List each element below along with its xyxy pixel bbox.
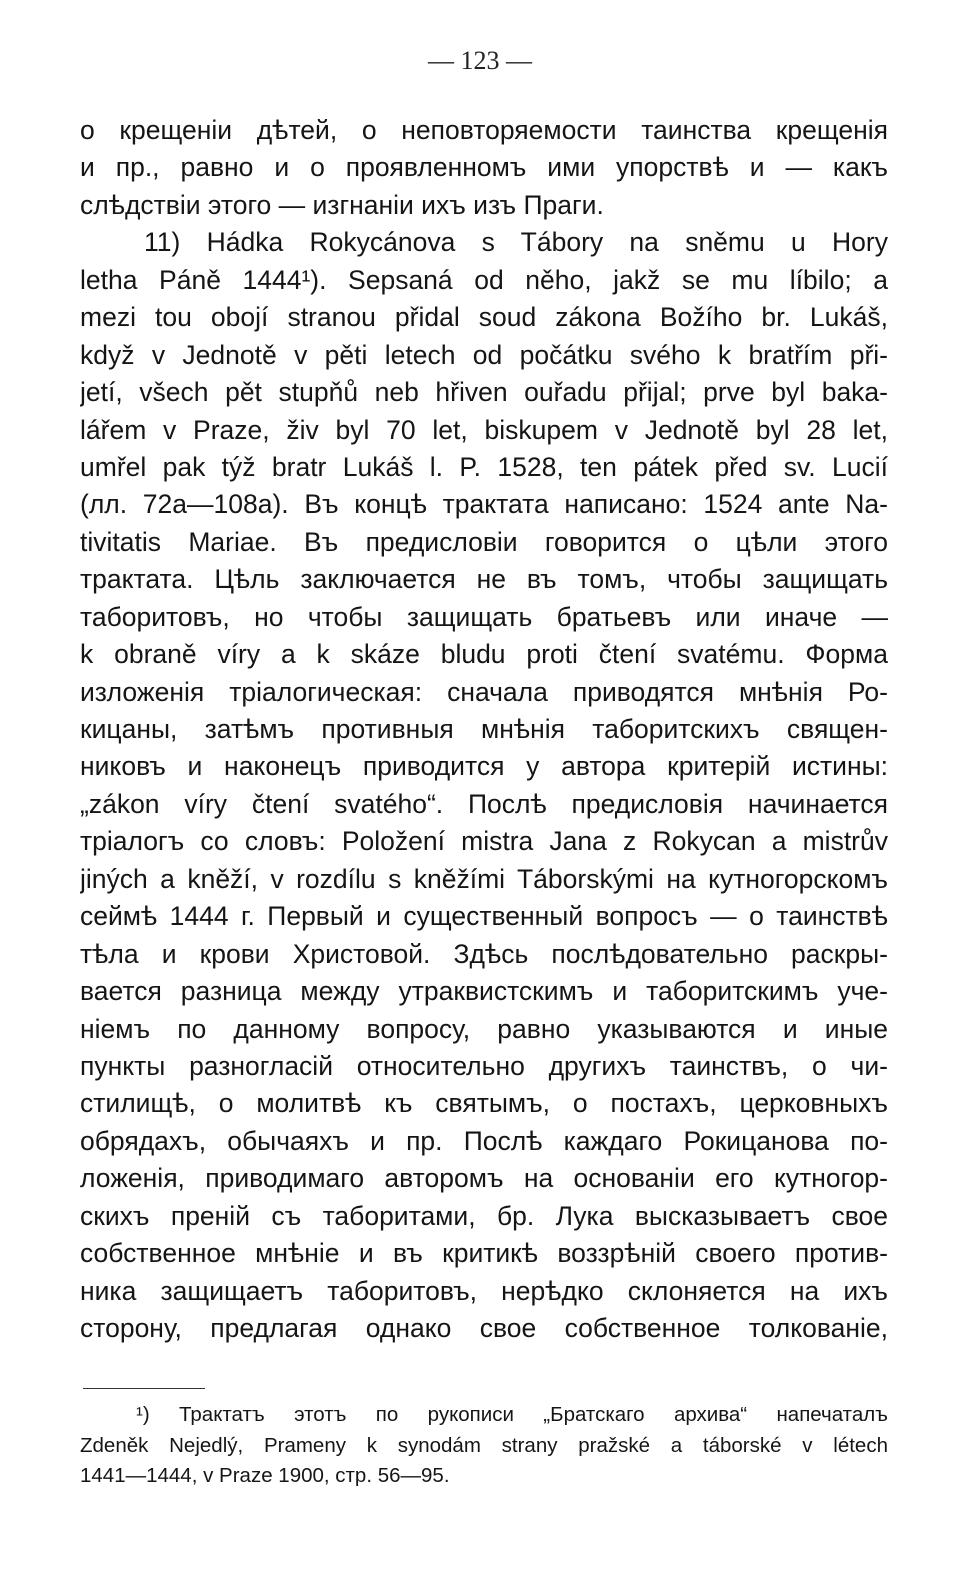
text-line: k obraně víry a k skáze bludu proti čtení svatému. Форма [80, 639, 888, 670]
text-line: ника защищаетъ таборитовъ, нерѣдко склоняется на ихъ [80, 1275, 888, 1306]
text-line: lářem v Praze, živ byl 70 let, biskupem v Jednotě byl 28 let, [80, 414, 888, 445]
text-line: таборитовъ, но чтобы защищать братьевъ или иначе — [80, 601, 888, 632]
text-line: изложенія тріалогическая: сначала приводятся мнѣнія Ро- [80, 676, 888, 707]
text-line: собственное мнѣніе и въ критикѣ воззрѣній своего против- [80, 1238, 888, 1269]
text-line: и пр., равно и о проявленномъ ими упорствѣ и — какъ [80, 152, 888, 183]
text-line: сеймѣ 1444 г. Первый и существенный вопросъ — о таинствѣ [80, 901, 888, 932]
page-number: — 123 — [428, 46, 532, 75]
text-line: jiných a kněží, v rozdílu s kněžími Táborskými на кутногорскомъ [80, 863, 888, 894]
text-line: když v Jednotě v pěti letech od počátku svého k bratřím při- [80, 339, 888, 370]
footnotes [80, 1400, 888, 1492]
footnote-divider [83, 1388, 205, 1389]
text-line: о крещеніи дѣтей, о неповторяемости таинства крещенія [80, 115, 888, 145]
text-line: tivitatis Mariae. Въ предисловіи говорится о цѣли этого [80, 526, 888, 557]
text-line: ніемъ по данному вопросу, равно указываются и иные [80, 1013, 888, 1044]
text-line: стилищѣ, о молитвѣ къ святымъ, о постахъ, церковныхъ [80, 1088, 888, 1119]
text-line: никовъ и наконецъ приводится у автора критерій истины: [80, 751, 888, 782]
text-line: тріалогъ со словъ: Položení mistra Jana z Rokycan a mistrův [80, 826, 888, 857]
text-line: скихъ преній съ таборитами, бр. Лука высказываетъ свое [80, 1200, 888, 1231]
text-line: пункты разногласій относительно другихъ таинствъ, о чи- [80, 1050, 888, 1081]
text-line: 11) Hádka Rokycánova s Tábory na sněmu u Hory [144, 227, 888, 258]
footnote-line: ¹) Трактатъ этотъ по рукописи „Братскаго архива“ напечаталъ [136, 1403, 888, 1426]
footnote-line: 1441—1444, v Praze 1900, стр. 56—95. [80, 1464, 450, 1487]
text-line: кицаны, затѣмъ противныя мнѣнія таборитскихъ священ- [80, 714, 888, 744]
text-line: mezi tou obojí stranou přidal soud zákona Božího br. Lukáš, [80, 302, 888, 333]
text-line: трактата. Цѣль заключается не въ томъ, чтобы защищать [80, 564, 888, 595]
text-line: вается разница между утраквистскимъ и таборитскимъ уче- [80, 976, 888, 1007]
text-line: jetí, všech pět stupňů neb hřiven ouřadu přijal; prve byl baka- [80, 377, 888, 408]
text-line: слѣдствіи этого — изгнаніи ихъ изъ Праги. [80, 189, 604, 220]
text-line: сторону, предлагая однако свое собственное толкованіе, [80, 1313, 888, 1343]
text-line: „zákon víry čtení svatého“. Послѣ предисловія начинается [80, 788, 888, 819]
text-line: (лл. 72а—108а). Въ концѣ трактата написано: 1524 ante Na- [80, 489, 888, 520]
text-line: обрядахъ, обычаяхъ и пр. Послѣ каждаго Рокицанова по- [80, 1125, 888, 1156]
footnote-line: Zdeněk Nejedlý, Prameny k synodám strany pražské a táborské v létech [80, 1433, 888, 1457]
text-line: тѣла и крови Христовой. Здѣсь послѣдовательно раскры- [80, 938, 888, 969]
body-text [80, 112, 888, 1347]
text-line: umřel pak týž bratr Lukáš l. P. 1528, ten pátek před sv. Lucií [80, 451, 888, 482]
text-line: letha Páně 1444¹). Sepsaná od něho, jakž se mu líbilo; a [80, 264, 888, 295]
text-line: ложенія, приводимаго авторомъ на основаніи его кутногор- [80, 1163, 888, 1194]
